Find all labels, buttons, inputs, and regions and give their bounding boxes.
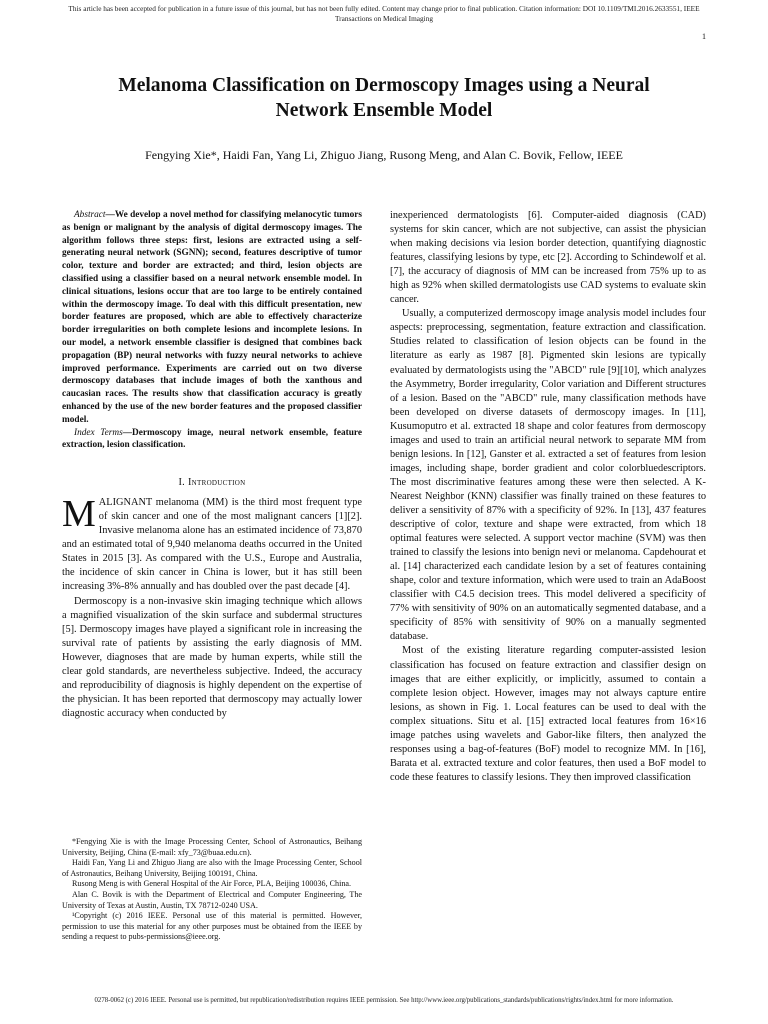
right-column xyxy=(390,209,706,785)
footnotes xyxy=(62,837,362,943)
author-list: Fengying Xie*, Haidi Fan, Yang Li, Zhiguo Jiang, Rusong Meng, and Alan C. Bovik, Fellow, IEEE xyxy=(145,148,623,162)
index-terms-label: Index Terms xyxy=(74,427,123,438)
section-heading-introduction xyxy=(62,476,362,490)
abstract xyxy=(62,209,362,427)
footnote-author-meng: Rusong Meng is with General Hospital of the Air Force, PLA, Beijing 100036, China. xyxy=(72,879,351,889)
abstract-label: Abstract xyxy=(74,210,106,220)
index-terms xyxy=(62,427,362,453)
section-title: Introduction xyxy=(187,477,246,489)
index-terms-text: —Dermoscopy image, neural network ensemble, feature extraction, lesion classification. xyxy=(62,427,362,451)
paper-title-line1: Melanoma Classification on Dermoscopy Images using a Neural xyxy=(118,75,650,96)
body-paragraph-existing-literature: Most of the existing literature regarding computer-assisted lesion classification has focused on feature extraction and classifier design on images that are either explicitly, or implicitly, assumed to contain a complete lesion object. However, images may not always capture entire lesions, as shown in Fig. 1. Local features can be used to deal with the complex situations. Situ et al. [15] extracted local features from 16×16 image patches using wavelets and Gabor-like filters, then analyzed the responses using a bag-of-features (BoF) model to recognize MM. In [16], Barata et al. extracted texture and color features, then used a BoF model to code these features to classify lesions. They then improved classification xyxy=(390,645,706,783)
left-column xyxy=(62,209,362,721)
paper-title-line2: Network Ensemble Model xyxy=(275,100,493,121)
paper-title xyxy=(60,73,708,123)
footnote-author-xie: *Fengying Xie is with the Image Processing Center, School of Astronautics, Beihang University, Beijing, China (E-mail: xfy_73@buaa.edu.cn). xyxy=(62,837,362,857)
body-paragraph-cad: inexperienced dermatologists [6]. Computer-aided diagnosis (CAD) systems for skin cancer, which are not subjective, can assist the physician when making decisions via lesion border detection, quantifying diagnostic features, classifying lesions by type, etc [2]. According to Schindewolf et al. [7], the accuracy of diagnosis of MM can be increased from 75% up to as high as 92% when skilled dermatologists use CAD systems to evaluate skin cancer. xyxy=(390,210,706,306)
section-numeral: I. xyxy=(178,477,188,489)
page-number: 1 xyxy=(702,32,706,41)
copyright-footer: 0278-0062 (c) 2016 IEEE. Personal use is permitted, but republication/redistribution requires IEEE permission. See http://www.ieee.org/publications_standards/publications/rights/index.html for more information. xyxy=(94,997,674,1004)
intro-paragraph-1-text: ALIGNANT melanoma (MM) is the third most frequent type of skin cancer and one of the most malignant cancers [1][2]. Invasive melanoma alone has an estimated incidence of 73,870 and an estimated total of 9,940 melanoma deaths occurred in the United States in 2015 [3]. As compared with the U.S., Europe and Australia, the incidence of skin cancer in China is lower, but it has still been increasing 3%-8% annually and has doubled over the past decade [4]. xyxy=(62,497,362,593)
abstract-text: —We develop a novel method for classifying melanocytic tumors as benign or malignant by the analysis of digital dermoscopy images. The algorithm follows three steps: first, lesions are extracted using a self-generating neural network (SGNN); second, features descriptive of tumor color, texture and border are extracted; and third, lesion objects are classified using a classifier based on a neural network ensemble model. In clinical situations, lesions occur that are too large to be entirely contained within the dermoscopy image. To deal with this difficult presentation, new border features are proposed, which are able to effectively characterize border irregularities on both complete lesions and incomplete lesions. In our model, a network ensemble classifier is designed that combines back propagation (BP) neural networks with fuzzy neural networks to achieve improved performance. Experiments are carried out on two diverse dermoscopy databases that include images of both the xanthous and caucasian races. The results show that classification accuracy is greatly enhanced by the use of the new border features and the proposed classifier model. xyxy=(62,210,362,425)
body-paragraph-analysis-model: Usually, a computerized dermoscopy image analysis model includes four aspects: preprocessing, segmentation, feature extraction and classification. Studies related to classification of lesion objects can be found in the literature as early as 1987 [8]. Pigmented skin lesions are typically evaluated by dermatologists using the "ABCD" rule [9][10], which analyzes the Asymmetry, Border irregularity, Color variation and Different structures of a lesion. Based on the "ABCD" rule, many classification methods have been developed on diverse datasets of dermoscopy images. In [11], Kusumoputro et al. extracted 18 shape and color features from dermoscopy images and used to train an artificial neural network to separate MM from benign lesions. In [12], Ganster et al. extracted a set of features from lesion images, including shape, border gradient and color colorbluedescriptors. The most discriminative features among these were then selected. A K-Nearest Neighbor (KNN) classifier was finally trained on these features to deliver a sensitivity of 87% with a specificity of 92%. In [13], 437 features descriptive of color, texture and shape were extracted, from which 18 optimal features were selected. A support vector machine (SVM) was then trained to classify the lesions into benign nevi or melanoma. Capdehourat et al. [14] characterized each candidate lesion by a set of features containing shape, color and texture information, which were used to train an AdaBoost classifier with C4.5 decision trees. This model delivered a specificity of 77% with sensitivity of 90% on an automatically segmented database, and a specificity of 85% with sensitivity of 90% on a manually segmented database. xyxy=(390,308,706,643)
journal-notice xyxy=(20,4,748,24)
journal-notice-line1: This article has been accepted for publication in a future issue of this journal, but has not been fully edited. Content may change prior to final publication. Citation information: DOI 10.1109/TMI.2016.2633551, IEEE xyxy=(68,4,700,13)
drop-cap: M xyxy=(62,493,96,536)
footnote-authors-fan-li-jiang: Haidi Fan, Yang Li and Zhiguo Jiang are also with the Image Processing Center, School of Astronautics, Beihang University, Beijing 100191, China. xyxy=(62,858,362,878)
footnote-author-bovik: Alan C. Bovik is with the Department of Electrical and Computer Engineering, The University of Texas at Austin, Austin, TX 78712-0240 USA. xyxy=(62,889,362,910)
intro-paragraph-2: Dermoscopy is a non-invasive skin imaging technique which allows a magnified visualization of the skin surface and subdermal structures [5]. Dermoscopy images have played a significant role in increasing the survival rate of patients by assisting the early diagnosis of MM. However, diagnoses that are made by human experts, while still the clear gold standards, are nevertheless subjective. Indeed, the accuracy and reproducibility of diagnosis is highly dependent on the expertise of the physician. It has been reported that dermoscopy may actually lower diagnostic accuracy when conducted by xyxy=(62,595,362,719)
journal-notice-line2: Transactions on Medical Imaging xyxy=(334,14,434,23)
intro-paragraph-1 xyxy=(62,493,362,594)
footnote-copyright: ¹Copyright (c) 2016 IEEE. Personal use of this material is permitted. However, permission to use this material for any other purposes must be obtained from the IEEE by sending a request to pubs-permissions@ieee.org. xyxy=(62,911,362,942)
